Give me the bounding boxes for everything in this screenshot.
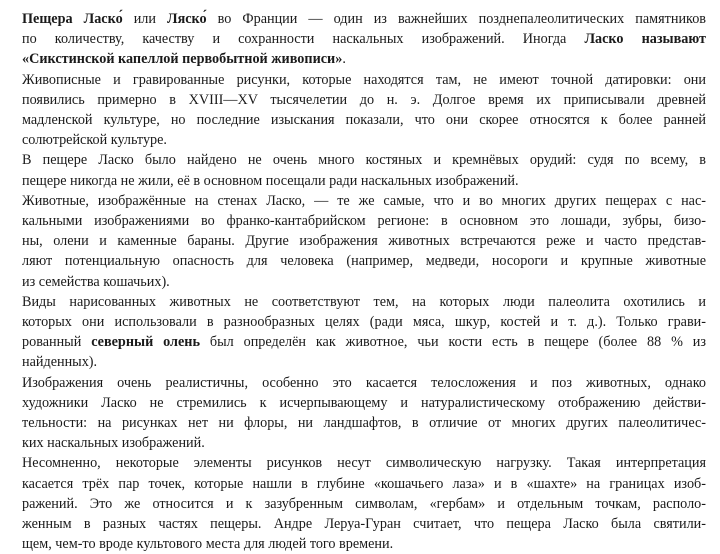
text-line xyxy=(22,231,706,251)
text-run: рованный xyxy=(22,334,92,351)
text-line xyxy=(22,90,706,110)
text-run: Живописные и гравированные рисунки, которые находятся там, не имеют точной датировки: они xyxy=(22,71,706,88)
document-body xyxy=(22,9,706,554)
text-run: во Франции — один из важнейших позднепалеолитических памятников xyxy=(206,11,706,27)
text-run: мадленской культуре, но последние изыскания показали, что они скорее относятся к более ранней xyxy=(22,112,706,129)
text-line xyxy=(22,373,706,393)
text-run: В пещере Ласко было найдено не очень много костяных и кремнёвых орудий: судя по всему, в xyxy=(22,152,706,169)
text-run: найденных). xyxy=(22,354,98,371)
text-run: ражений. Это же относится и к зазубренным символам, «гербам» и отдельным точкам, располо- xyxy=(22,495,706,512)
text-line xyxy=(22,49,706,69)
text-line xyxy=(22,514,706,534)
text-run: ляют потенциальную опасность для человека (например, медведи, носороги и крупные животные xyxy=(22,253,706,270)
text-run: ких наскальных изображений. xyxy=(22,435,205,452)
text-run: появились примерно в XVIII—XV тысячелетии до н. э. Долгое время их приписывали древней xyxy=(22,91,706,108)
text-run: художники Ласко не стремились к исчерпывающему и натуралистическому отображению действи- xyxy=(22,394,706,411)
text-run: Несомненно, некоторые элементы рисунков несут символическую нагрузку. Такая интерпретация xyxy=(22,455,706,472)
text-run: Изображения очень реалистичны, особенно это касается телосложения и поз животных, однако xyxy=(22,374,706,391)
text-run: касается трёх пар точек, которые нашли в глубине «кошачьего лаза» и в «шахте» на границах изоб- xyxy=(22,475,706,492)
text-line xyxy=(22,171,706,191)
text-run: из семейства кошачьих). xyxy=(22,273,170,290)
text-line xyxy=(22,453,706,473)
text-run: кальными изображениями во франко-кантабрийском регионе: в основном это лошади, зубры, бизо- xyxy=(22,213,706,230)
text-run: пещере никогда не жили, её в основном посещали ради наскальных изображений. xyxy=(22,172,519,189)
text-run: солютрейской культуре. xyxy=(22,132,167,149)
text-line xyxy=(22,110,706,130)
text-line xyxy=(22,251,706,271)
text-line xyxy=(22,29,706,49)
text-run: Животные, изображённые на стенах Ласко, — те же самые, что и во многих других пещерах с нас- xyxy=(22,192,706,209)
text-line xyxy=(22,292,706,312)
text-run: был определён как животное, чьи кости есть в пещере (более 88 % из xyxy=(199,334,706,351)
text-line xyxy=(22,70,706,90)
text-line xyxy=(22,312,706,332)
text-run: по количеству, качеству и сохранности наскальных изображений. Иногда xyxy=(22,31,585,48)
text-run: женным в разных частях пещеры. Андре Леруа-Гуран считает, что пещера Ласко была святили- xyxy=(22,516,706,533)
text-line xyxy=(22,393,706,413)
text-run: или xyxy=(122,11,167,27)
text-run: щем, чем-то вроде культового места для людей того времени. xyxy=(22,536,394,553)
bold-text-run: Ляско́ xyxy=(167,11,207,27)
text-line xyxy=(22,433,706,453)
text-line xyxy=(22,272,706,292)
text-line xyxy=(22,130,706,150)
text-run: Виды нарисованных животных не соответствуют тем, на которых люди палеолита охотились и xyxy=(22,293,706,310)
text-line xyxy=(22,191,706,211)
text-run: ны, олени и каменные бараны. Другие изображения животных встречаются реже и часто представ- xyxy=(22,233,706,250)
text-line xyxy=(22,150,706,170)
text-line xyxy=(22,352,706,372)
text-line xyxy=(22,332,706,352)
text-line xyxy=(22,534,706,554)
text-line xyxy=(22,211,706,231)
text-line xyxy=(22,494,706,514)
text-run: . xyxy=(342,51,346,68)
bold-text-run: «Сикстинской капеллой первобытной живописи» xyxy=(22,51,343,68)
bold-text-run: Ласко называют xyxy=(584,31,706,48)
text-line xyxy=(22,413,706,433)
text-run: тельности: на рисунках нет ни флоры, ни ландшафтов, в отличие от многих других палеолитичес- xyxy=(22,415,706,432)
text-line xyxy=(22,9,706,29)
text-line xyxy=(22,474,706,494)
bold-text-run: Пещера Ласко́ xyxy=(22,11,123,27)
text-run: которых они использовали в разнообразных целях (ради мяса, шкур, костей и т. д.). Только грави- xyxy=(22,314,706,331)
bold-text-run: северный олень xyxy=(91,334,200,351)
